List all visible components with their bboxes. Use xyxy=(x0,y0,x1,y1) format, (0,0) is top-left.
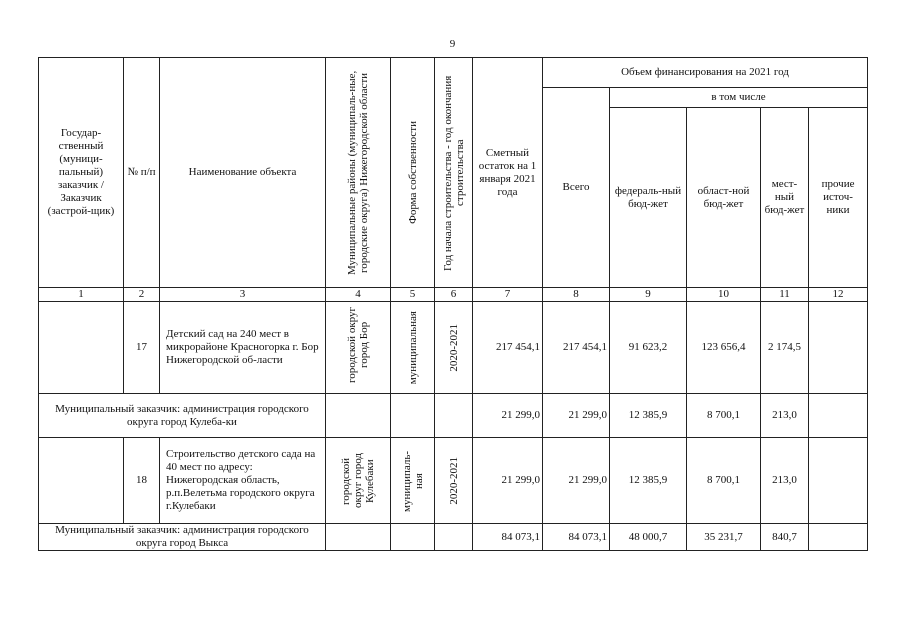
federal-value: 12 385,9 xyxy=(610,394,687,438)
column-number: 5 xyxy=(391,288,435,302)
header-regional: област-ной бюд-жет xyxy=(687,108,761,288)
years-text: 2020-2021 xyxy=(447,456,460,505)
header-object-name: Наименование объекта xyxy=(160,58,326,288)
table-row-customer xyxy=(39,524,868,551)
column-number: 6 xyxy=(435,288,473,302)
column-number: 1 xyxy=(39,288,124,302)
total-value: 21 299,0 xyxy=(543,394,610,438)
header-row xyxy=(39,58,868,88)
column-number: 10 xyxy=(687,288,761,302)
years-cell xyxy=(435,302,473,394)
column-number: 11 xyxy=(761,288,809,302)
header-total: Всего xyxy=(543,88,610,288)
regional-value: 8 700,1 xyxy=(687,394,761,438)
column-number: 4 xyxy=(326,288,391,302)
header-remaining: Сметный остаток на 1 января 2021 года xyxy=(473,58,543,288)
remaining-value: 21 299,0 xyxy=(473,394,543,438)
customer-label: Муниципальный заказчик: администрация городского округа город Выкса xyxy=(39,524,326,551)
funding-table xyxy=(38,57,868,551)
ownership-text: муниципальная xyxy=(406,310,419,385)
other-value xyxy=(809,438,868,524)
customer-cell-empty xyxy=(39,302,124,394)
district-text: городской округ город Кулебаки xyxy=(340,453,376,508)
column-number: 3 xyxy=(160,288,326,302)
row-number: 18 xyxy=(124,438,160,524)
total-value: 21 299,0 xyxy=(543,438,610,524)
remaining-value: 217 454,1 xyxy=(473,302,543,394)
federal-value: 91 623,2 xyxy=(610,302,687,394)
remaining-value: 84 073,1 xyxy=(473,524,543,551)
column-number: 8 xyxy=(543,288,610,302)
ownership-cell xyxy=(391,438,435,524)
header-ownership-text: Форма собственности xyxy=(406,121,419,224)
ownership-cell-empty xyxy=(391,524,435,551)
header-number: № п/п xyxy=(124,58,160,288)
district-cell xyxy=(326,438,391,524)
row-number: 17 xyxy=(124,302,160,394)
column-number-row xyxy=(39,288,868,302)
column-number: 12 xyxy=(809,288,868,302)
column-number: 7 xyxy=(473,288,543,302)
ownership-cell xyxy=(391,302,435,394)
regional-value: 35 231,7 xyxy=(687,524,761,551)
table-row xyxy=(39,438,868,524)
header-districts xyxy=(326,58,391,288)
other-value xyxy=(809,302,868,394)
local-value: 840,7 xyxy=(761,524,809,551)
object-name: Строительство детского сада на 40 мест по адресу: Нижегородская область, р.п.Велетьма городского округа г.Кулебаки xyxy=(160,438,326,524)
district-cell xyxy=(326,302,391,394)
header-including: в том числе xyxy=(610,88,868,108)
local-value: 213,0 xyxy=(761,438,809,524)
ownership-cell-empty xyxy=(391,394,435,438)
remaining-value: 21 299,0 xyxy=(473,438,543,524)
ownership-text: муниципаль-ная xyxy=(400,449,425,512)
district-text: городской округ город Бор xyxy=(346,306,370,384)
other-value xyxy=(809,394,868,438)
other-value xyxy=(809,524,868,551)
customer-label: Муниципальный заказчик: администрация городского округа город Кулеба-ки xyxy=(39,394,326,438)
federal-value: 12 385,9 xyxy=(610,438,687,524)
total-value: 84 073,1 xyxy=(543,524,610,551)
header-ownership xyxy=(391,58,435,288)
total-value: 217 454,1 xyxy=(543,302,610,394)
years-cell-empty xyxy=(435,394,473,438)
header-other: прочие источ-ники xyxy=(809,108,868,288)
header-years xyxy=(435,58,473,288)
header-federal: федераль-ный бюд-жет xyxy=(610,108,687,288)
page-number: 9 xyxy=(449,38,456,50)
years-text: 2020-2021 xyxy=(447,323,460,372)
district-cell-empty xyxy=(326,524,391,551)
header-districts-text: Муниципальные районы (муниципаль-ные, городские округа) Нижегородской области xyxy=(346,70,370,275)
column-number: 2 xyxy=(124,288,160,302)
local-value: 2 174,5 xyxy=(761,302,809,394)
regional-value: 8 700,1 xyxy=(687,438,761,524)
header-funding-title: Объем финансирования на 2021 год xyxy=(543,58,868,88)
table-row xyxy=(39,302,868,394)
table-row-customer xyxy=(39,394,868,438)
column-number: 9 xyxy=(610,288,687,302)
district-cell-empty xyxy=(326,394,391,438)
object-name: Детский сад на 240 мест в микрорайоне Красногорка г. Бор Нижегородской об-ласти xyxy=(160,302,326,394)
customer-cell-empty xyxy=(39,438,124,524)
header-years-text: Год начала строительства - год окончания строительства xyxy=(441,74,466,271)
federal-value: 48 000,7 xyxy=(610,524,687,551)
header-local: мест-ный бюд-жет xyxy=(761,108,809,288)
local-value: 213,0 xyxy=(761,394,809,438)
regional-value: 123 656,4 xyxy=(687,302,761,394)
header-customer: Государ-ственный (муници-пальный) заказчик / Заказчик (застрой-щик) xyxy=(39,58,124,288)
years-cell xyxy=(435,438,473,524)
years-cell-empty xyxy=(435,524,473,551)
